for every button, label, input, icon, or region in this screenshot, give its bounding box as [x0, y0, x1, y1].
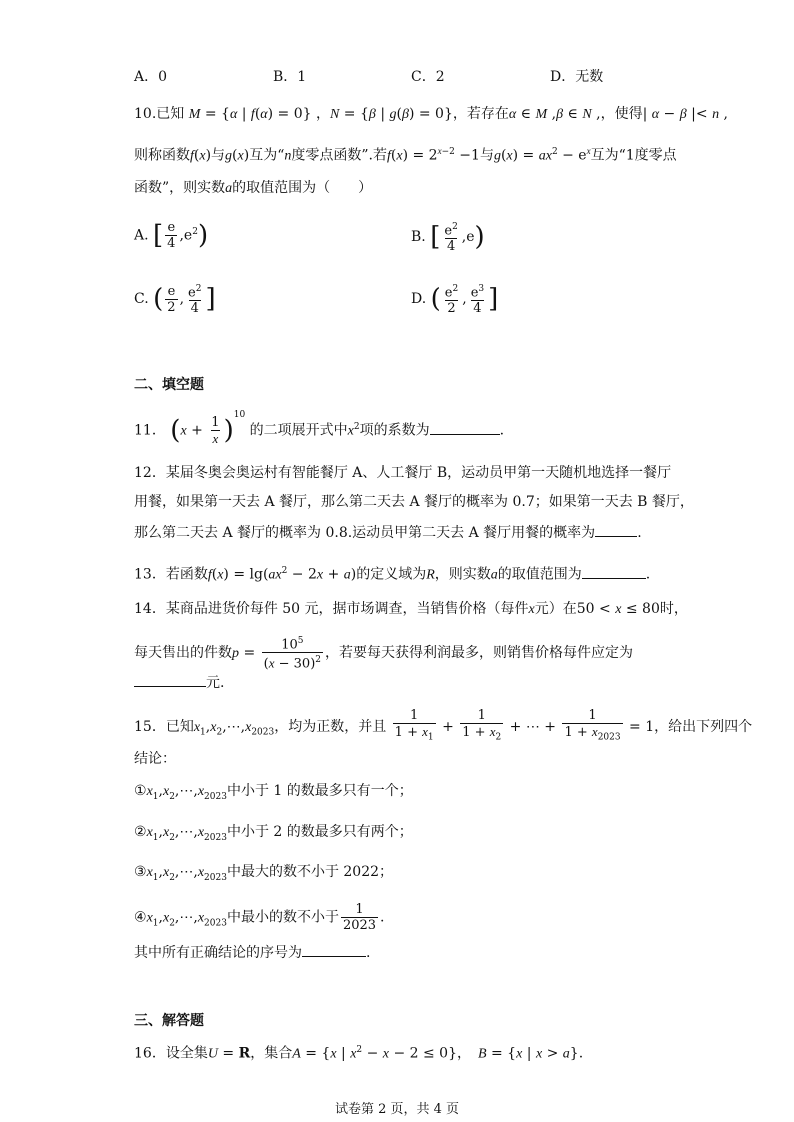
q15-answer-blank[interactable]: [302, 942, 366, 957]
q9-option-c: C．2: [411, 69, 445, 85]
q15-line2: 结论：: [134, 751, 176, 767]
q14-line1: 14．某商品进货价每件 50 元，据市场调查，当销售价格（每件x元）在50 < x ≤ 80时，: [134, 601, 688, 617]
q12-line3: 那么第二天去 A 餐厅的概率为 0.8.运动员甲第二天去 A 餐厅用餐的概率为 .: [134, 522, 642, 543]
q10-option-b: B. [ $\frac{e^2}{4}$ ,e): [411, 222, 485, 255]
q12-line1: 12．某届冬奥会奥运村有智能餐厅 A、人工餐厅 B，运动员甲第一天随机地选择一餐厅: [134, 465, 672, 481]
q9-option-a: A．0: [134, 69, 168, 85]
q15-conclusion-2: $②x_1,x_2,\cdots,x_{2023}$中小于 2 的数最多只有两个；: [134, 824, 413, 843]
q10-option-a: A. [ $\frac{e}{4}$ $,e^2$): [134, 220, 209, 251]
q11: 11． (x + $\frac{1}{x}$ )$^{10}$ 的二项展开式中$x^2$项的系数为 .: [134, 409, 505, 446]
q14-answer-blank[interactable]: [134, 672, 206, 687]
q13-answer-blank[interactable]: [582, 564, 646, 579]
page-footer: 试卷第 2 页，共 4 页: [334, 1102, 460, 1117]
q9-option-d: D．无数: [550, 69, 604, 85]
section-title-answer: 三、解答题: [134, 1013, 204, 1029]
q10-line3: 函数”，则实数a的取值范围为（ ）: [134, 180, 373, 196]
q10-option-c: C. ( $\frac{e}{2}$ , $\frac{e^2}{4}$ ]: [134, 283, 216, 317]
q15-conclusion-3: $③x_1,x_2,\cdots,x_{2023}$中最大的数不小于 2022；: [134, 864, 394, 883]
q13: 13．若函数$f(x) = \lg(ax^2 - 2x + a)$的定义域为R，则实数a的取值范围为 .: [134, 561, 650, 586]
q12-line2: 用餐，如果第一天去 A 餐厅，那么第二天去 A 餐厅的概率为 0.7；如果第一天去 B 餐厅，: [134, 494, 694, 510]
q15-conclusion-1: $①x_1,x_2,\cdots,x_{2023}$中小于 1 的数最多只有一个；: [134, 783, 413, 802]
q10-line2: 则称函数f(x)与g(x)互为“n度零点函数”.若$f(x) = 2^{x-2} -1$与$g(x) = ax^2 - e^x$互为“1度零点: [134, 146, 677, 164]
q14-line3: 元.: [134, 672, 224, 693]
section-title-fill-in: 二、填空题: [134, 377, 204, 393]
q12-answer-blank[interactable]: [595, 522, 637, 537]
q14-line2: 每天售出的件数p = $\frac{10^5}{(x - 30)^2}$ ，若要每天获得利润最多，则销售价格每件应定为: [134, 636, 634, 672]
q15-line1: 15．已知$x_1,x_2,\cdots,x_{2023}$，均为正数，并且 $\frac{1}{1 + x_1}$ + $\frac{1}{1 + x_2}$ + ⋯ + $\frac{1}{1 + x_{2023}}$ = 1，给出下列四个: [134, 708, 752, 746]
q11-answer-blank[interactable]: [430, 420, 500, 435]
q15-ask: 其中所有正确结论的序号为 .: [134, 942, 370, 963]
q10-option-d: D. ( $\frac{e^2}{2}$ , $\frac{e^3}{4}$ ]: [411, 284, 499, 317]
q9-option-b: B．1: [273, 69, 307, 85]
q10-line1: 10.已知 M = {α | f(α) = 0} ，N = {β | g(β) = 0}，若存在α ∈ M ,β ∈ N ,，使得| α − β |< n ,: [134, 106, 728, 122]
q15-conclusion-4: $④x_1,x_2,\cdots,x_{2023}$中最小的数不小于 $\frac{1}{2023}$ .: [134, 902, 385, 933]
q16: 16．设全集U = R，集合A = {x | $x^2 - x - 2 \le 0$}， B = {x | x > a}.: [134, 1045, 584, 1062]
